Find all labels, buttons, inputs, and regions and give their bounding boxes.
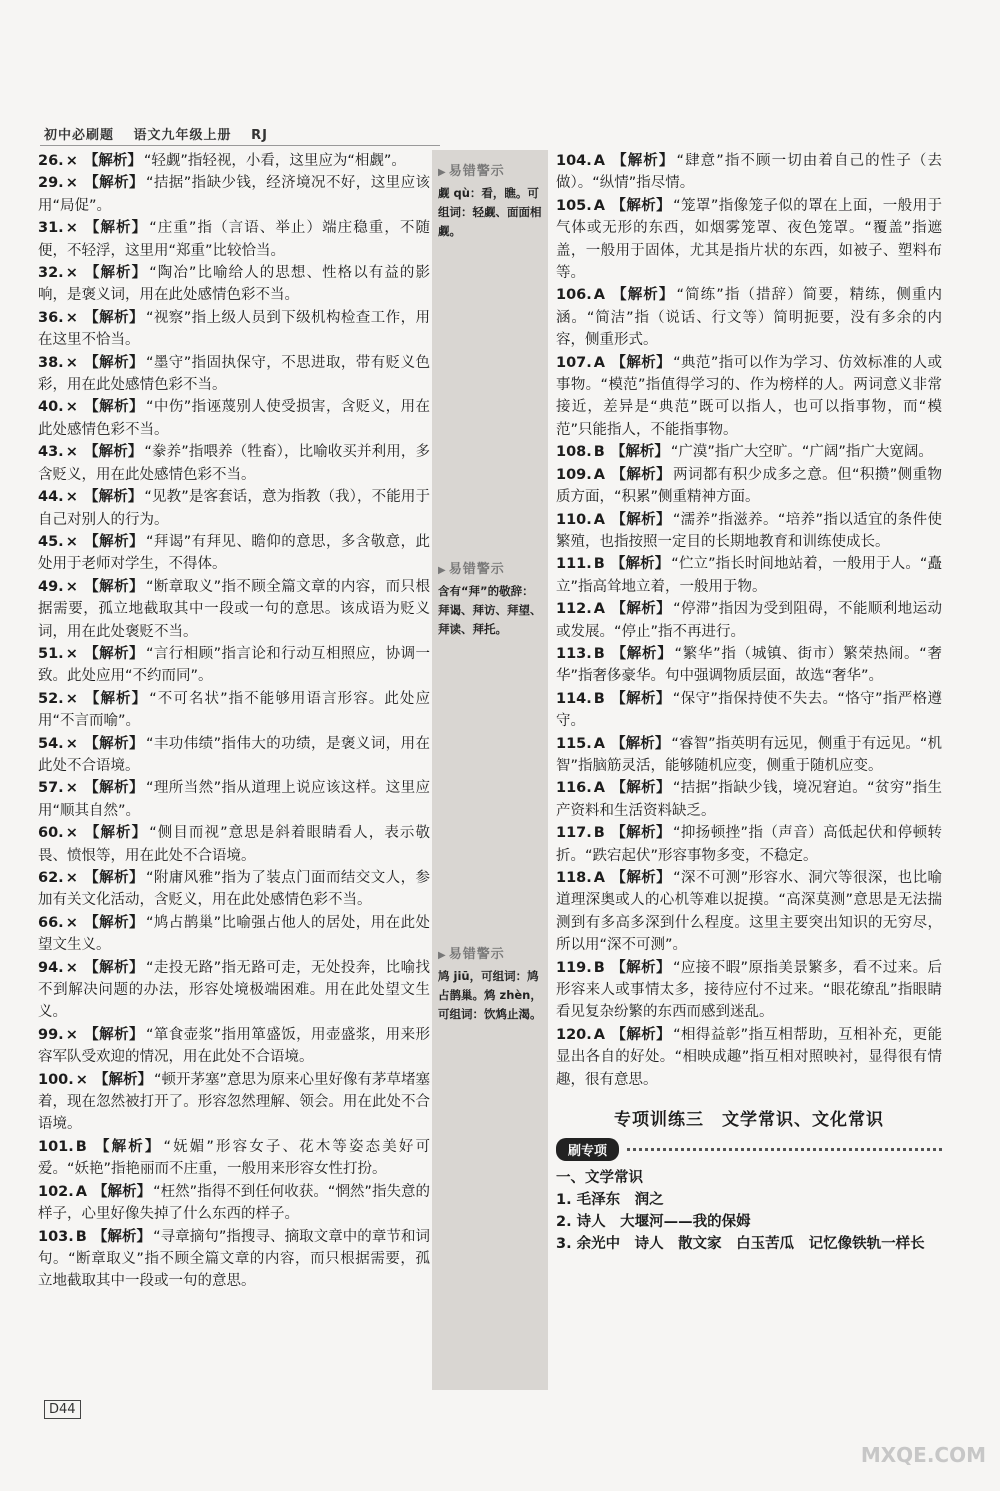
- entry-answer: ×: [65, 914, 78, 931]
- tips-sidebar: [432, 150, 548, 1390]
- entry-answer: ×: [65, 489, 78, 506]
- subject-title: 语文九年级上册: [133, 128, 232, 143]
- answer-entry: [38, 352, 430, 397]
- entry-number: 38.: [38, 354, 64, 371]
- entry-answer: A: [593, 354, 606, 371]
- entry-answer: ×: [65, 354, 78, 371]
- entry-tag: 【解析】: [83, 578, 144, 595]
- right-column: [556, 150, 942, 1255]
- entry-answer: ×: [65, 309, 78, 326]
- answer-entry: [556, 464, 942, 509]
- entry-tag: 【解析】: [610, 645, 673, 662]
- answer-entry: [556, 643, 942, 688]
- entry-tag: 【解析】: [611, 354, 672, 371]
- entry-number: 52.: [38, 690, 64, 707]
- entry-answer: B: [75, 1228, 87, 1245]
- lit-item: [556, 1233, 942, 1255]
- entry-tag: 【解析】: [611, 735, 670, 752]
- entry-number: 26.: [38, 153, 64, 169]
- entry-text: “广漠”指广大空旷。“广阔”指广大宽阔。: [670, 444, 933, 461]
- entry-number: 106.: [556, 287, 592, 304]
- answer-entry: [38, 912, 430, 957]
- entry-answer: ×: [65, 735, 78, 752]
- entry-number: 94.: [38, 959, 64, 976]
- entry-text: “拜谒”有拜见、瞻仰的意思，多含敬意，此处用于老师对学生，不得体。: [38, 533, 430, 573]
- entry-tag: 【解析】: [610, 825, 671, 842]
- entry-answer: ×: [65, 533, 78, 550]
- tip-text: 含有“拜”的敬辞：拜谒、拜访、拜望、拜读、拜托。: [438, 584, 542, 636]
- entry-text: “濡养”指滋养。“培养”指以适宜的条件使繁殖，也指按照一定目的长期地教育和训练使成长。: [556, 511, 943, 550]
- subsection-title: 一、文学常识: [556, 1170, 643, 1187]
- entry-answer: ×: [65, 780, 78, 797]
- entry-text: “断章取义”指不顾全篇文章的内容，而只根据需要，孤立地截取其中一段或一句的意思。该成语为贬义词，用在此处褒贬不当。: [38, 578, 430, 640]
- entry-answer: B: [75, 1138, 87, 1155]
- page-number: D44: [44, 1400, 81, 1419]
- entry-tag: 【解析】: [83, 354, 144, 371]
- tip-note-2: [438, 560, 542, 639]
- entry-answer: B: [593, 959, 605, 976]
- entry-answer: A: [593, 735, 606, 752]
- entry-text: “墨守”指固执保守，不思进取，带有贬义色彩，用在此处感情色彩不当。: [38, 354, 430, 394]
- answer-entry: [556, 598, 942, 643]
- lit-item-number: 2.: [556, 1214, 572, 1231]
- entry-text: “相得益彰”指互相帮助，互相补充，更能显出各自的好处。“相映成趣”指互相对照映衬，显得很有情趣，很有意思。: [556, 1026, 942, 1088]
- answer-entry: [38, 307, 430, 352]
- entry-number: 62.: [38, 870, 64, 886]
- answer-entry: [556, 150, 942, 195]
- entry-answer: A: [593, 1026, 606, 1043]
- entry-answer: ×: [65, 175, 78, 192]
- entry-answer: B: [593, 556, 605, 573]
- entry-text: “侧目而视”意思是斜着眼睛看人，表示敬畏、愤恨等，用在此处不合语境。: [38, 825, 430, 864]
- tip-title: ▶ 易错警示: [438, 162, 542, 182]
- answer-entry: [556, 284, 942, 351]
- entry-number: 104.: [556, 153, 592, 169]
- entry-number: 100.: [38, 1071, 74, 1088]
- answer-entry: [556, 441, 942, 463]
- answer-entry: [38, 441, 430, 486]
- edition-label: RJ: [251, 128, 268, 143]
- entry-answer: ×: [65, 578, 78, 595]
- entry-answer: ×: [65, 690, 78, 707]
- answer-entry: [556, 195, 942, 285]
- entry-number: 105.: [556, 197, 592, 214]
- entry-number: 119.: [556, 959, 592, 976]
- entry-answer: A: [593, 287, 606, 304]
- entry-tag: 【解析】: [83, 444, 143, 461]
- lit-item: [556, 1211, 942, 1233]
- entry-answer: B: [593, 645, 605, 662]
- entry-text: “丰功伟绩”指伟大的功绩，是褒义词，用在此处不合语境。: [38, 735, 430, 774]
- entry-text: “轻觑”指轻视，小看，这里应为“相觑”。: [143, 153, 406, 169]
- answer-entry: [38, 1226, 430, 1293]
- answer-entry: [38, 1181, 430, 1226]
- entry-text: “鸠占鹊巢”比喻强占他人的居处，用在此处望文生义。: [38, 914, 430, 954]
- answer-entry: [556, 688, 942, 733]
- entry-tag: 【解析】: [611, 287, 675, 304]
- answer-entry: [38, 172, 430, 217]
- lit-item-text: 诗人 大堰河——我的保姆: [576, 1214, 751, 1231]
- entry-answer: B: [593, 444, 605, 461]
- entry-number: 31.: [38, 220, 64, 237]
- entry-tag: 【解析】: [83, 489, 143, 506]
- entry-tag: 【解析】: [83, 735, 144, 752]
- answer-entry: [556, 867, 942, 957]
- entry-answer: A: [593, 511, 606, 528]
- entry-text: “保守”指保持使不失去。“恪守”指严格遵守。: [556, 690, 943, 730]
- entry-number: 115.: [556, 735, 592, 752]
- entry-text: “睿智”指英明有远见，侧重于有远见。“机智”指脑筋灵活，能够随机应变，侧重于随机应变。: [556, 735, 942, 774]
- tip-text: 觑 qù：看，瞧。可组词：轻觑、面面相觑。: [438, 186, 542, 238]
- header-rule: [40, 145, 440, 146]
- entry-text: “伫立”指长时间地站着，一般用于人。“矗立”指高耸地立着，一般用于物。: [556, 556, 943, 595]
- entry-text: “笼罩”指像笼子似的罩在上面，一般用于气体或无形的东西，如烟雾笼罩、夜色笼罩。“覆盖”指遮盖，一般用于固体，尤其是指片状的东西，如被子、塑料布等。: [556, 197, 942, 282]
- entry-tag: 【解析】: [611, 870, 672, 886]
- answer-entry: [38, 822, 430, 867]
- answer-entry: [38, 957, 430, 1024]
- entry-tag: 【解析】: [92, 1138, 162, 1155]
- entry-tag: 【解析】: [611, 1026, 672, 1043]
- entry-tag: 【解析】: [83, 914, 144, 931]
- answer-entry: [38, 486, 430, 531]
- entry-number: 32.: [38, 265, 64, 282]
- entry-answer: A: [593, 870, 606, 886]
- entry-number: 51.: [38, 645, 64, 662]
- entry-tag: 【解析】: [611, 153, 675, 169]
- entry-text: “走投无路”指无路可走，无处投奔，比喻找不到解决问题的办法，形容处境极端困难。用在此处望文生义。: [38, 959, 430, 1021]
- answer-entry: [556, 1024, 942, 1091]
- left-column: [38, 150, 430, 1293]
- answer-entry: [556, 352, 942, 442]
- entry-text: “箪食壶浆”指用箪盛饭，用壶盛浆，用来形容军队受欢迎的情况，用在此处不合语境。: [38, 1026, 430, 1066]
- lit-item-number: 3.: [556, 1236, 572, 1253]
- entry-answer: A: [593, 197, 606, 214]
- entry-number: 113.: [556, 645, 592, 662]
- entry-tag: 【解析】: [83, 690, 148, 707]
- entry-text: “抑扬顿挫”指（声音）高低起伏和停顿转折。“跌宕起伏”形容事物多变，不稳定。: [556, 825, 942, 864]
- entry-answer: ×: [65, 1026, 78, 1043]
- entry-answer: ×: [65, 220, 78, 237]
- entry-number: 99.: [38, 1026, 64, 1043]
- entry-text: “寻章摘句”指搜寻、摘取文章中的章节和词句。“断章取义”指不顾全篇文章的内容，而只根据需要，孤立地截取其中一段或一句的意思。: [38, 1228, 430, 1290]
- entry-text: “繁华”指（城镇、街市）繁荣热闹。“奢华”指奢侈豪华。句中强调物质层面，故选“奢华”。: [556, 645, 943, 685]
- entry-number: 102.: [38, 1183, 74, 1200]
- lit-item-number: 1.: [556, 1192, 572, 1209]
- entry-tag: 【解析】: [611, 601, 672, 618]
- entry-tag: 【解析】: [611, 466, 672, 483]
- entry-answer: ×: [65, 645, 78, 662]
- section-badge-row: [556, 1138, 942, 1161]
- entry-tag: 【解析】: [83, 153, 142, 169]
- entry-answer: ×: [75, 1071, 88, 1088]
- answer-entry: [38, 576, 430, 643]
- entry-tag: 【解析】: [611, 511, 671, 528]
- entry-tag: 【解析】: [610, 959, 671, 976]
- entry-answer: B: [593, 825, 605, 842]
- entry-tag: 【解析】: [610, 690, 671, 707]
- entry-number: 108.: [556, 444, 592, 461]
- tip-note-3: [438, 945, 542, 1024]
- entry-tag: 【解析】: [610, 556, 670, 573]
- entry-answer: ×: [65, 153, 78, 169]
- entry-answer: ×: [65, 870, 78, 886]
- entry-answer: A: [593, 466, 606, 483]
- entry-number: 57.: [38, 780, 64, 797]
- entry-tag: 【解析】: [83, 870, 144, 886]
- entry-tag: 【解析】: [92, 1228, 152, 1245]
- entry-number: 43.: [38, 444, 64, 461]
- tip-title: ▶ 易错警示: [438, 945, 542, 965]
- entry-text: “附庸风雅”指为了装点门面而结交文人，参加有关文化活动，含贬义，用在此处感情色彩不当。: [38, 870, 430, 909]
- entry-text: “庄重”指（言语、举止）端庄稳重，不随便，不轻浮，这里用“郑重”比较恰当。: [38, 220, 430, 259]
- entry-number: 107.: [556, 354, 592, 371]
- entry-text: “言行相顾”指言论和行动互相照应，协调一致。此处应用“不约而同”。: [38, 645, 430, 685]
- entry-number: 60.: [38, 825, 64, 842]
- answer-entry: [38, 262, 430, 307]
- entry-tag: 【解析】: [83, 959, 144, 976]
- entry-text: “简练”指（措辞）简要，精练，侧重内涵。“简洁”指（说话、行文等）简明扼要，没有多余的内容，侧重形式。: [556, 287, 943, 349]
- entry-text: “视察”指上级人员到下级机构检查工作，用在这里不恰当。: [38, 309, 430, 349]
- entry-text: “豢养”指喂养（牲畜），比喻收买并利用，多含贬义，用在此处感情色彩不当。: [38, 444, 430, 483]
- answer-entry: [38, 396, 430, 441]
- entry-answer: A: [593, 780, 606, 797]
- entry-number: 103.: [38, 1228, 74, 1245]
- answer-entry: [556, 777, 942, 822]
- entry-tag: 【解析】: [83, 1026, 144, 1043]
- entry-text: “中伤”指诬蔑别人使受损害，含贬义，用在此处感情色彩不当。: [38, 399, 430, 438]
- entry-number: 49.: [38, 578, 64, 595]
- tip-text: 鸠 jiū，可组词：鸠占鹊巢。鸩 zhèn，可组词：饮鸩止渴。: [438, 969, 542, 1021]
- entry-tag: 【解析】: [83, 780, 144, 797]
- answer-entry: [556, 553, 942, 598]
- answer-entry: [556, 957, 942, 1024]
- answer-entry: [556, 509, 942, 554]
- entry-number: 54.: [38, 735, 64, 752]
- entry-answer: ×: [65, 265, 78, 282]
- entry-text: “不可名状”指不能够用语言形容。此处应用“不言而喻”。: [38, 690, 430, 730]
- entry-text: “枉然”指得不到任何收获。“惘然”指失意的样子，心里好像失掉了什么东西的样子。: [38, 1183, 431, 1223]
- entry-number: 116.: [556, 780, 592, 797]
- entry-number: 40.: [38, 399, 64, 416]
- entry-tag: 【解析】: [83, 175, 144, 192]
- answer-entry: [38, 150, 430, 172]
- answer-entry: [38, 688, 430, 733]
- tip-note-1: [438, 162, 542, 241]
- entry-tag: 【解析】: [611, 780, 671, 797]
- entry-tag: 【解析】: [83, 220, 148, 237]
- answer-entry: [556, 822, 942, 867]
- answer-entry: [38, 1136, 430, 1181]
- entry-number: 120.: [556, 1026, 592, 1043]
- entry-tag: 【解析】: [611, 197, 672, 214]
- entry-answer: B: [593, 690, 605, 707]
- entry-text: “停滞”指因为受到阻碍，不能顺利地运动或发展。“停止”指不再进行。: [556, 601, 942, 640]
- answer-entry: [38, 531, 430, 576]
- entry-answer: A: [593, 601, 606, 618]
- answer-entry: [38, 867, 430, 912]
- entry-text: “典范”指可以作为学习、仿效标准的人或事物。“模范”指值得学习的、作为榜样的人。两词意义非常接近，差异是“典范”既可以指人，也可以指事物，而“模范”只能指人，不能指事物。: [556, 354, 942, 438]
- answer-entry: [38, 777, 430, 822]
- answer-entry: [556, 733, 942, 778]
- entry-number: 110.: [556, 511, 592, 528]
- running-header: [44, 124, 282, 143]
- entry-number: 66.: [38, 914, 64, 931]
- entry-number: 109.: [556, 466, 592, 483]
- entry-number: 29.: [38, 175, 64, 192]
- lit-item: [556, 1189, 942, 1211]
- entry-number: 36.: [38, 309, 64, 326]
- entry-answer: ×: [65, 959, 78, 976]
- entry-tag: 【解析】: [93, 1071, 152, 1088]
- entry-tag: 【解析】: [83, 533, 144, 550]
- entry-answer: ×: [65, 444, 78, 461]
- answer-entry: [38, 733, 430, 778]
- section-badge: 刷专项: [556, 1138, 619, 1161]
- entry-number: 44.: [38, 489, 64, 506]
- entry-text: 两词都有积少成多之意。但“积攒”侧重物质方面，“积累”侧重精神方面。: [556, 466, 942, 506]
- entry-number: 45.: [38, 533, 64, 550]
- entry-text: “见教”是客套话，意为指教（我），不能用于自己对别人的行为。: [38, 489, 430, 528]
- entry-text: “拮据”指缺少钱，境况窘迫。“贫穷”指生产资料和生活资料缺乏。: [556, 780, 943, 819]
- entry-tag: 【解析】: [93, 1183, 152, 1200]
- lit-item-text: 毛泽东 润之: [576, 1192, 664, 1209]
- entry-answer: ×: [65, 825, 78, 842]
- right-entries: [556, 150, 942, 1091]
- entry-text: “深不可测”形容水、洞穴等很深，也比喻道理深奥或人的心机等难以捉摸。“高深莫测”意思是无法揣测到有多高多深到什么程度。这里主要突出知识的无穷尽，所以用“深不可测”。: [556, 870, 942, 954]
- entry-number: 114.: [556, 690, 592, 707]
- answer-entry: [38, 217, 430, 262]
- entry-answer: ×: [65, 399, 78, 416]
- entry-tag: 【解析】: [83, 399, 144, 416]
- entry-text: “理所当然”指从道理上说应该这样。这里应用“顺其自然”。: [38, 780, 430, 819]
- entry-text: “顿开茅塞”意思为原来心里好像有茅草堵塞着，现在忽然被打开了。形容忽然理解、领会。用在此处不合语境。: [38, 1071, 431, 1133]
- section-title: 专项训练三 文学常识、文化常识: [614, 1110, 884, 1131]
- entry-number: 117.: [556, 825, 592, 842]
- entry-tag: 【解析】: [83, 265, 148, 282]
- entry-text: “应接不暇”原指美景繁多，看不过来。后形容来人或事情太多，接待应付不过来。“眼花缭乱”指眼睛看见复杂纷繁的东西而感到迷乱。: [556, 959, 942, 1021]
- entry-text: “妩媚”形容女子、花木等姿态美好可爱。“妖艳”指艳丽而不庄重，一般用来形容女性打扮。: [38, 1138, 430, 1178]
- entry-number: 112.: [556, 601, 592, 618]
- entry-text: “肆意”指不顾一切由着自己的性子（去做）。“纵情”指尽情。: [556, 153, 943, 192]
- book-title: 初中必刷题: [44, 128, 115, 143]
- entry-answer: A: [75, 1183, 88, 1200]
- lit-item-text: 余光中 诗人 散文家 白玉苦瓜 记忆像铁轨一样长: [576, 1236, 925, 1253]
- tip-title: ▶ 易错警示: [438, 560, 542, 580]
- entry-number: 111.: [556, 556, 592, 573]
- answer-entry: [38, 643, 430, 688]
- entry-text: “拮据”指缺少钱，经济境况不好，这里应该用“局促”。: [38, 175, 430, 214]
- entry-tag: 【解析】: [83, 645, 144, 662]
- watermark: MXQE.COM: [860, 1443, 986, 1467]
- entry-answer: A: [593, 153, 606, 169]
- answer-entry: [38, 1069, 430, 1136]
- entry-number: 118.: [556, 870, 592, 886]
- entry-text: “陶冶”比喻给人的思想、性格以有益的影响，是褒义词，用在此处感情色彩不当。: [38, 265, 430, 304]
- entry-tag: 【解析】: [83, 309, 144, 326]
- entry-tag: 【解析】: [610, 444, 669, 461]
- entry-tag: 【解析】: [83, 825, 148, 842]
- dotted-divider: [627, 1148, 942, 1151]
- answer-entry: [38, 1024, 430, 1069]
- entry-number: 101.: [38, 1138, 74, 1155]
